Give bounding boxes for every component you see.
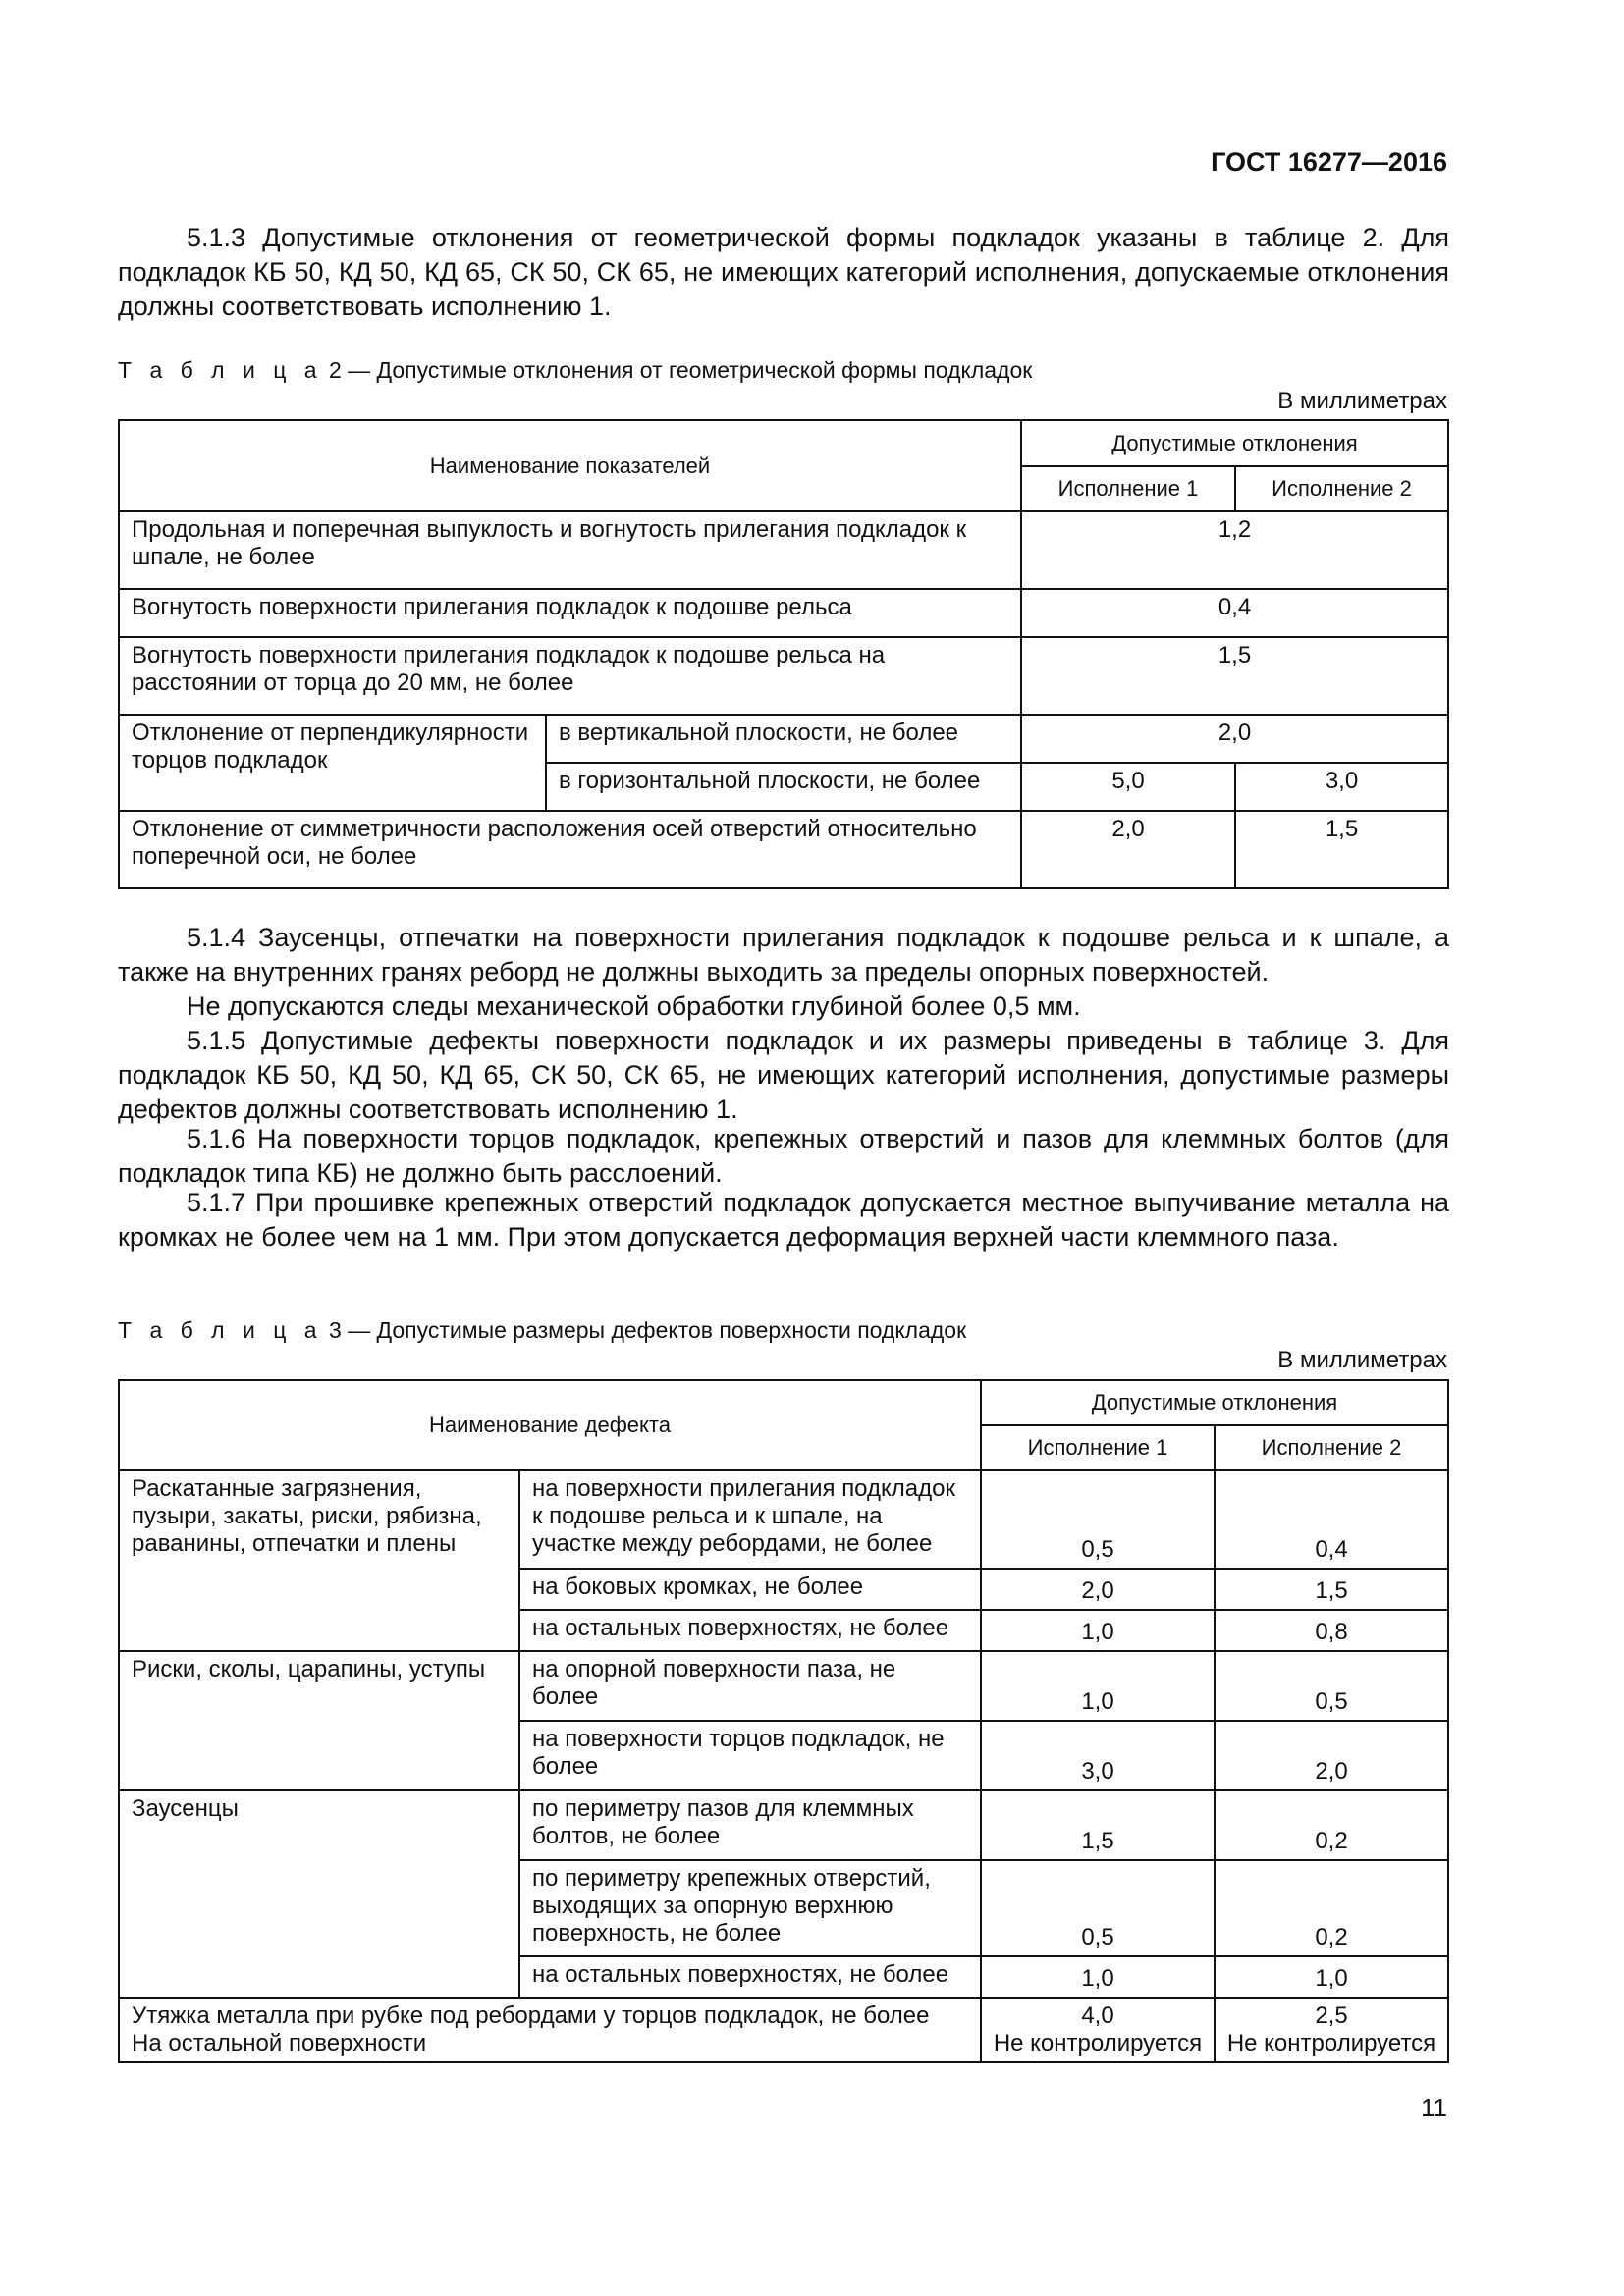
table3-group3-item3: на остальных поверхностях, не более — [519, 1956, 981, 1998]
table2-row1-name: Продольная и поперечная выпуклость и вогнутость прилегания подкладок к шпале, не более — [119, 511, 1021, 589]
page-number: 11 — [1421, 2093, 1447, 2122]
table2-row3-name: Вогнутость поверхности прилегания подкладок к подошве рельса на расстоянии от торца до 20 мм, не более — [119, 637, 1021, 715]
table2-row5-name: Отклонение от симметричности расположения осей отверстий относительно поперечной оси, не более — [119, 811, 1021, 888]
table3-group2-name: Риски, сколы, царапины, уступы — [119, 1651, 519, 1790]
table3-last-v1b: Не контролируется — [993, 2030, 1203, 2056]
table3-group3-item2-v1: 0,5 — [981, 1860, 1215, 1956]
table2-row3-value: 1,5 — [1021, 637, 1448, 715]
table2-units: В миллиметрах — [1277, 388, 1447, 414]
table3-group1-name: Раскатанные загрязнения, пузыри, закаты, риски, рябизна, раванины, отпечатки и плены — [119, 1470, 519, 1651]
table3-group1-item3-v1: 1,0 — [981, 1610, 1215, 1651]
table-row — [119, 1998, 1448, 2062]
table3-units: В миллиметрах — [1277, 1347, 1447, 1373]
table3-group3-item1-v2: 0,2 — [1215, 1790, 1448, 1860]
paragraph-5-1-5: 5.1.5 Допустимые дефекты поверхности подкладок и их размеры приведены в таблице 3. Для подкладок КБ 50, КД 50, КД 65, СК 50, СК 65, не имеющих категорий исполнения, допустимые размеры дефектов должны соответствовать исполнению 1. — [118, 1026, 1449, 1124]
paragraph-5-1-7: 5.1.7 При прошивке крепежных отверстий подкладок допускается местное выпучивание металла на кромках не более чем на 1 мм. При этом допускается деформация верхней части клеммного паза. — [118, 1188, 1449, 1252]
table3-header-name: Наименование дефекта — [119, 1380, 981, 1470]
table3-header-version2: Исполнение 2 — [1215, 1425, 1448, 1470]
table3-group3-item2-v2: 0,2 — [1215, 1860, 1448, 1956]
table3-group1-item3-v2: 0,8 — [1215, 1610, 1448, 1651]
paragraph-5-1-4-note: Не допускаются следы механической обработки глубиной более 0,5 мм. — [187, 991, 1081, 1021]
table2-row4-sub1: в вертикальной плоскости, не более — [546, 715, 1021, 763]
table3-caption — [118, 1317, 966, 1344]
table3-group3-item3-v2: 1,0 — [1215, 1956, 1448, 1998]
table2-row4-sub2-v2: 3,0 — [1235, 763, 1448, 811]
table-row — [119, 1470, 1448, 1569]
table2-row4-sub1-value: 2,0 — [1021, 715, 1448, 763]
table3-last-line2: На остальной поверхности — [132, 2030, 427, 2056]
paragraph-5-1-6: 5.1.6 На поверхности торцов подкладок, крепежных отверстий и пазов для клеммных болтов (для подкладок типа КБ) не должно быть расслоений. — [118, 1124, 1449, 1188]
table-row — [119, 637, 1448, 715]
table2-header-version1: Исполнение 1 — [1021, 466, 1235, 511]
table3-group1-item2-v2: 1,5 — [1215, 1569, 1448, 1610]
table-row — [119, 1790, 1448, 1860]
table3-group1-item2-v1: 2,0 — [981, 1569, 1215, 1610]
table2-row5-v2: 1,5 — [1235, 811, 1448, 888]
table3-last-v1 — [981, 1998, 1215, 2062]
table3-last-line1: Утяжка металла при рубке под ребордами у торцов подкладок, не более — [132, 2002, 930, 2029]
table3-last-name — [119, 1998, 981, 2062]
table2 — [118, 419, 1449, 889]
table3-group3-name: Заусенцы — [119, 1790, 519, 1998]
table3 — [118, 1379, 1449, 2063]
table2-row4-name: Отклонение от перпендикулярности торцов подкладок — [119, 715, 546, 811]
table2-caption — [118, 357, 1032, 384]
table3-group2-item1-v1: 1,0 — [981, 1651, 1215, 1721]
table3-label: Т а б л и ц а — [118, 1317, 323, 1343]
table3-last-v2 — [1215, 1998, 1448, 2062]
table2-row1-value: 1,2 — [1021, 511, 1448, 589]
table3-group2-item2: на поверхности торцов подкладок, не более — [519, 1721, 981, 1790]
table3-group1-item2: на боковых кромках, не более — [519, 1569, 981, 1610]
table3-group3-item1-v1: 1,5 — [981, 1790, 1215, 1860]
table3-last-v2b: Не контролируется — [1226, 2030, 1436, 2056]
table3-group2-item2-v1: 3,0 — [981, 1721, 1215, 1790]
gost-header: ГОСТ 16277—2016 — [1211, 147, 1447, 177]
paragraph-5-1-3: 5.1.3 Допустимые отклонения от геометрической формы подкладок указаны в таблице 2. Для подкладок КБ 50, КД 50, КД 65, СК 50, СК 65, не имеющих категорий исполнения, допускаемые отклонения должны соответствовать исполнению 1. — [118, 223, 1449, 321]
table3-title: 3 — Допустимые размеры дефектов поверхности подкладок — [328, 1317, 967, 1343]
table-row — [119, 589, 1448, 637]
table2-label: Т а б л и ц а — [118, 357, 323, 383]
table3-header-version1: Исполнение 1 — [981, 1425, 1215, 1470]
table3-last-v1a: 4,0 — [1081, 2002, 1114, 2029]
table3-group3-item1: по периметру пазов для клеммных болтов, не более — [519, 1790, 981, 1860]
table3-header-deviations: Допустимые отклонения — [981, 1380, 1448, 1425]
table2-header-version2: Исполнение 2 — [1235, 466, 1448, 511]
table2-title: 2 — Допустимые отклонения от геометрической формы подкладок — [328, 357, 1033, 383]
table-row — [119, 511, 1448, 589]
table2-row4-sub2-v1: 5,0 — [1021, 763, 1235, 811]
table3-group1-item3: на остальных поверхностях, не более — [519, 1610, 981, 1651]
table2-row2-value: 0,4 — [1021, 589, 1448, 637]
table3-group1-item1-v2: 0,4 — [1215, 1470, 1448, 1569]
table3-group1-item1: на поверхности прилегания подкладок к подошве рельса и к шпале, на участке между ребордами, не более — [519, 1470, 981, 1569]
table2-row5-v1: 2,0 — [1021, 811, 1235, 888]
table3-group2-item1: на опорной поверхности паза, не более — [519, 1651, 981, 1721]
table2-row2-name: Вогнутость поверхности прилегания подкладок к подошве рельса — [119, 589, 1021, 637]
table3-last-v2a: 2,5 — [1315, 2002, 1348, 2029]
table2-row4-sub2: в горизонтальной плоскости, не более — [546, 763, 1021, 811]
table-row — [119, 811, 1448, 888]
table3-group3-item2: по периметру крепежных отверстий, выходящих за опорную верхнюю поверхность, не более — [519, 1860, 981, 1956]
table-row — [119, 715, 1448, 763]
table3-group2-item2-v2: 2,0 — [1215, 1721, 1448, 1790]
table3-group3-item3-v1: 1,0 — [981, 1956, 1215, 1998]
table3-group1-item1-v1: 0,5 — [981, 1470, 1215, 1569]
table2-header-name: Наименование показателей — [119, 420, 1021, 511]
table-row — [119, 1651, 1448, 1721]
table2-header-deviations: Допустимые отклонения — [1021, 420, 1448, 466]
paragraph-5-1-4: 5.1.4 Заусенцы, отпечатки на поверхности прилегания подкладок к подошве рельса и к шпале, а также на внутренних гранях реборд не должны выходить за пределы опорных поверхностей. — [118, 923, 1449, 987]
table3-group2-item1-v2: 0,5 — [1215, 1651, 1448, 1721]
